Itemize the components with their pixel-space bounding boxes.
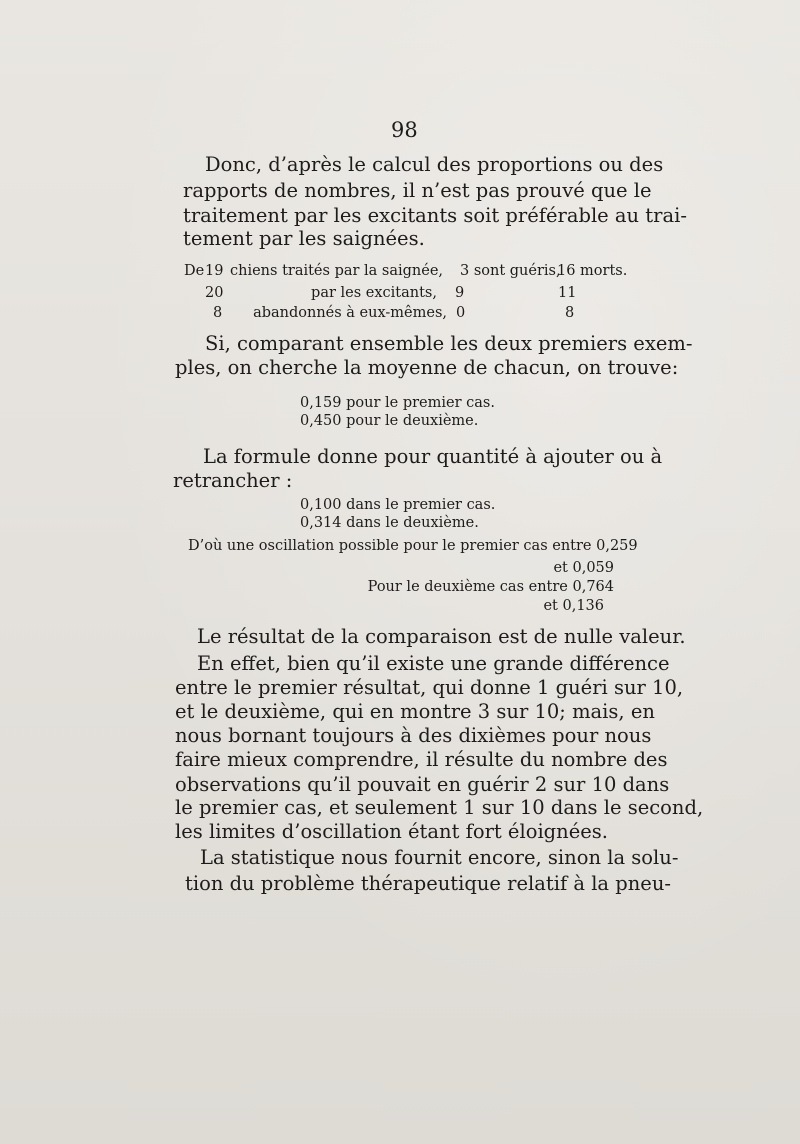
table-cell-label: chiens traités par la saignée, bbox=[230, 263, 444, 279]
paragraph-line: En effet, bien qu’il existe une grande différence bbox=[197, 652, 670, 675]
paragraph-line: le premier cas, et seulement 1 sur 10 dans le second, bbox=[175, 796, 704, 819]
paragraph-line: retrancher : bbox=[173, 469, 293, 492]
paragraph-line: rapports de nombres, il n’est pas prouvé que le bbox=[183, 179, 652, 202]
paragraph-line: ples, on cherche la moyenne de chacun, on trouve: bbox=[175, 356, 679, 379]
paragraph-line: La formule donne pour quantité à ajouter ou à bbox=[203, 445, 663, 468]
paragraph-line: traitement par les excitants soit préférable au trai- bbox=[183, 204, 687, 227]
paragraph-line: Le résultat de la comparaison est de nulle valeur. bbox=[197, 625, 686, 648]
table-cell-cured: 0 bbox=[456, 305, 466, 321]
table-cell-count: 20 bbox=[205, 285, 224, 301]
table-cell-dead: 11 bbox=[558, 285, 577, 301]
paragraph-line: tion du problème thérapeutique relatif à la pneu- bbox=[185, 872, 671, 895]
table-prefix: De bbox=[184, 263, 205, 279]
correction-value: 0,314 dans le deuxième. bbox=[300, 515, 479, 531]
page-number: 98 bbox=[391, 118, 418, 142]
table-cell-count: 19 bbox=[205, 263, 224, 279]
paragraph-line: et le deuxième, qui en montre 3 sur 10; mais, en bbox=[175, 700, 655, 723]
table-cell-count: 8 bbox=[213, 305, 223, 321]
table-cell-label: par les excitants, bbox=[311, 285, 437, 301]
oscillation-line: et 0,059 bbox=[553, 560, 614, 576]
table-cell-dead: 16 morts. bbox=[557, 263, 628, 279]
table-cell-cured: 9 bbox=[455, 285, 465, 301]
table-cell-dead: 8 bbox=[565, 305, 575, 321]
correction-value: 0,100 dans le premier cas. bbox=[300, 497, 496, 513]
oscillation-line: Pour le deuxième cas entre 0,764 bbox=[367, 579, 614, 595]
oscillation-line: D’où une oscillation possible pour le premier cas entre 0,259 bbox=[188, 538, 638, 554]
paragraph-line: faire mieux comprendre, il résulte du nombre des bbox=[175, 748, 668, 771]
mean-value: 0,159 pour le premier cas. bbox=[300, 395, 495, 411]
paragraph-line: entre le premier résultat, qui donne 1 guéri sur 10, bbox=[175, 676, 684, 699]
mean-value: 0,450 pour le deuxième. bbox=[300, 413, 479, 429]
oscillation-line: et 0,136 bbox=[543, 598, 604, 614]
paragraph-line: tement par les saignées. bbox=[183, 227, 425, 250]
paragraph-line: Si, comparant ensemble les deux premiers exem- bbox=[205, 332, 693, 355]
paragraph-line: Donc, d’après le calcul des proportions ou des bbox=[205, 153, 664, 176]
paragraph-line: nous bornant toujours à des dixièmes pour nous bbox=[175, 724, 652, 747]
paragraph-line: La statistique nous fournit encore, sinon la solu- bbox=[200, 846, 679, 869]
paragraph-line: les limites d’oscillation étant fort éloignées. bbox=[175, 820, 609, 843]
paragraph-line: observations qu’il pouvait en guérir 2 sur 10 dans bbox=[175, 773, 670, 796]
table-cell-cured: 3 sont guéris, bbox=[460, 263, 561, 279]
table-cell-label: abandonnés à eux-mêmes, bbox=[253, 305, 447, 321]
